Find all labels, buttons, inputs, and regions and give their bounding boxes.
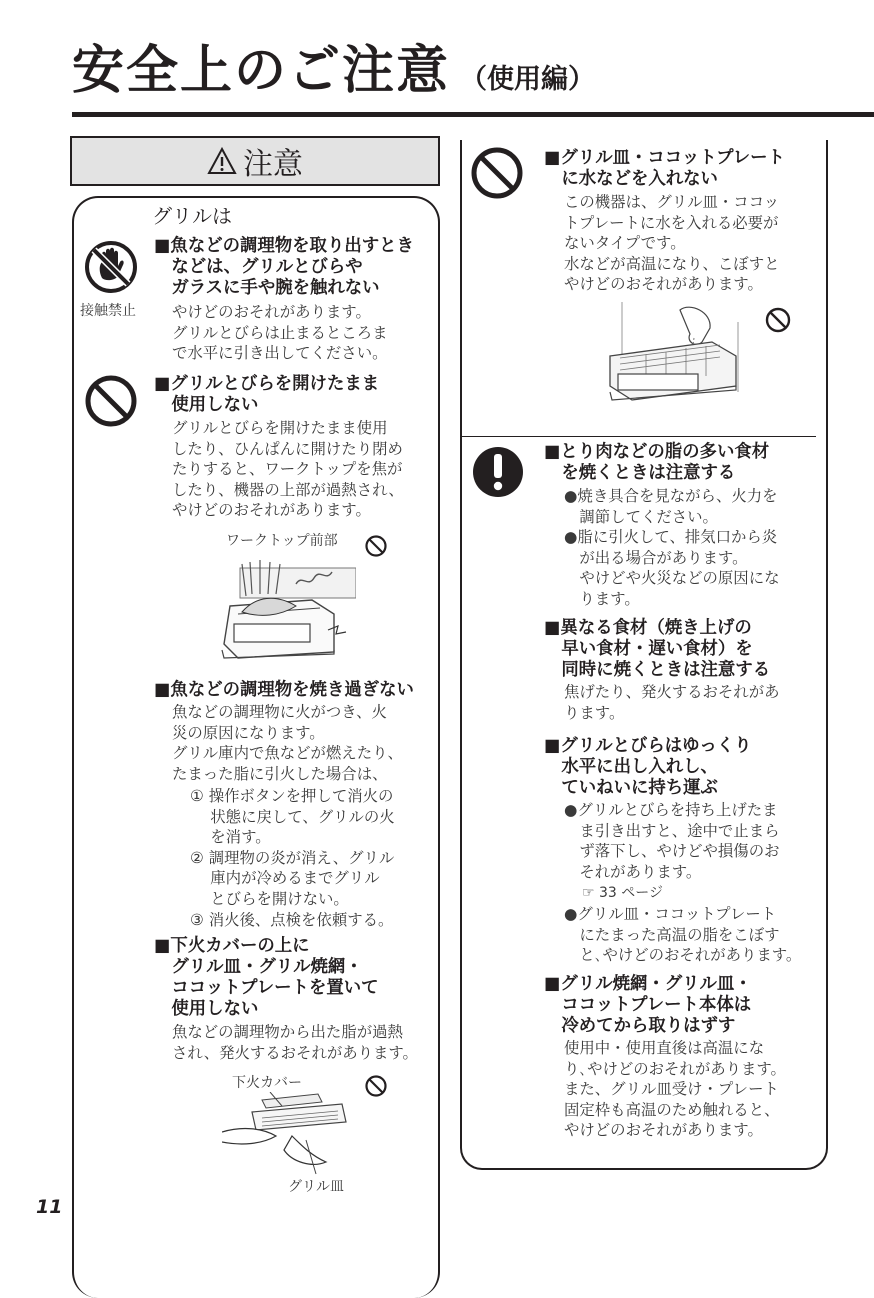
section-body-l0: やけどのおそれがあります。 グリルとびらは止まるところま で水平に引き出してください。 — [172, 303, 388, 363]
grill-water-illustration — [606, 302, 752, 414]
section-heading-r3: ■グリルとびらはゆっくり 水平に出し入れし、 ていねいに持ち運ぶ — [544, 736, 752, 798]
grill-open-illustration — [216, 554, 356, 670]
section-body-l1: グリルとびらを開けたまま使用 したり、ひんぱんに開けたり閉め たりすると、ワークトップを焦が したり、機器の上部が過熱され、 やけどのおそれがあります。 — [172, 419, 404, 520]
prohibited-icon — [764, 306, 792, 334]
section-heading-r0: ■グリル皿・ココットプレート に水などを入れない — [544, 148, 785, 189]
section-heading-l2: ■魚などの調理物を焼き過ぎない — [154, 680, 414, 700]
page-reference: ☞ 33 ページ — [582, 885, 663, 901]
group-heading: グリルは — [152, 204, 232, 228]
section-heading-l1: ■グリルとびらを開けたまま 使用しない — [154, 374, 380, 415]
illus1-label: ワークトップ前部 — [226, 533, 338, 549]
prohibited-icon — [364, 1074, 388, 1098]
section-divider — [462, 436, 816, 437]
lower-heater-cover-illustration — [222, 1092, 362, 1182]
page-title-sub: （使用編） — [460, 64, 596, 95]
prohibited-icon — [364, 534, 388, 558]
section-heading-r1: ■とり肉などの脂の多い食材 を焼くときは注意する — [544, 442, 770, 483]
section-body-l3: 魚などの調理物から出た脂が過熱 され、発火するおそれがあります。 — [172, 1023, 418, 1062]
title-rule — [72, 112, 874, 117]
prohibited-icon — [470, 146, 524, 200]
page-title: 安全上のご注意 （使用編） — [72, 41, 596, 101]
section-body-l2: 魚などの調理物に火がつき、火 災の原因になります。 グリル庫内で魚などが燃えたり、 たまった脂に引火した場合は、 — [172, 703, 403, 783]
caution-header — [70, 136, 440, 186]
section-heading-r2: ■異なる食材（焼き上げの 早い食材・遅い食材）を 同時に焼くときは注意する — [544, 618, 771, 680]
section-heading-l3: ■下火カバーの上に グリル皿・グリル焼網・ ココットプレートを置いて 使用しない — [154, 936, 379, 1019]
section-heading-r4: ■グリル焼網・グリル皿・ ココットプレート本体は 冷めてから取りはずす — [544, 974, 752, 1036]
illus2-label-top: 下火カバー — [232, 1075, 302, 1091]
bullet-list-r3a: ●グリルとびらを持ち上げたま ま引き出すと、途中で止まら ず落下し、やけどや損傷のお それがあります。 — [564, 801, 780, 881]
exclamation-icon — [472, 444, 524, 500]
section-body-r4: 使用中・使用直後は高温にな り､やけどのおそれがあります。 また、グリル皿受け・プレート 固定枠も高温のため触れると、 やけどのおそれがあります。 — [564, 1039, 786, 1140]
bullet-list-r1: ●焼き具合を見ながら、火力を 調節してください。 ●脂に引火して、排気口から炎 が出る場合があります。 やけどや火災などの原因にな ります。 — [564, 487, 780, 608]
warning-triangle-icon — [207, 147, 237, 175]
illus2-label-bottom: グリル皿 — [288, 1179, 344, 1195]
section-heading-l0: ■魚などの調理物を取り出すとき などは、グリルとびらや ガラスに手や腕を触れない — [154, 236, 414, 298]
bullet-list-r3b: ●グリル皿・ココットプレート にたまった高温の脂をこぼす と､やけどのおそれがあります。 — [564, 905, 802, 965]
no-touch-label: 接触禁止 — [80, 303, 136, 319]
no-touch-icon — [84, 240, 138, 294]
caution-label: 注意 — [243, 147, 303, 182]
page-number: 11 — [36, 1196, 63, 1218]
section-body-r0: この機器は、グリル皿・ココッ トプレートに水を入れる必要が ないタイプです。 水などが高温になり、こぼすと やけどのおそれがあります。 — [564, 193, 780, 294]
step-list: ① 操作ボタンを押して消火の 状態に戻して、グリルの火 を消す。 ② 調理物の炎が消え、グリル 庫内が冷めるまでグリル とびらを開けない。 ③ 消火後、点検を依頼する。 — [190, 787, 395, 929]
section-body-r2: 焦げたり、発火するおそれがあ ります。 — [564, 683, 780, 722]
prohibited-icon — [84, 374, 138, 428]
